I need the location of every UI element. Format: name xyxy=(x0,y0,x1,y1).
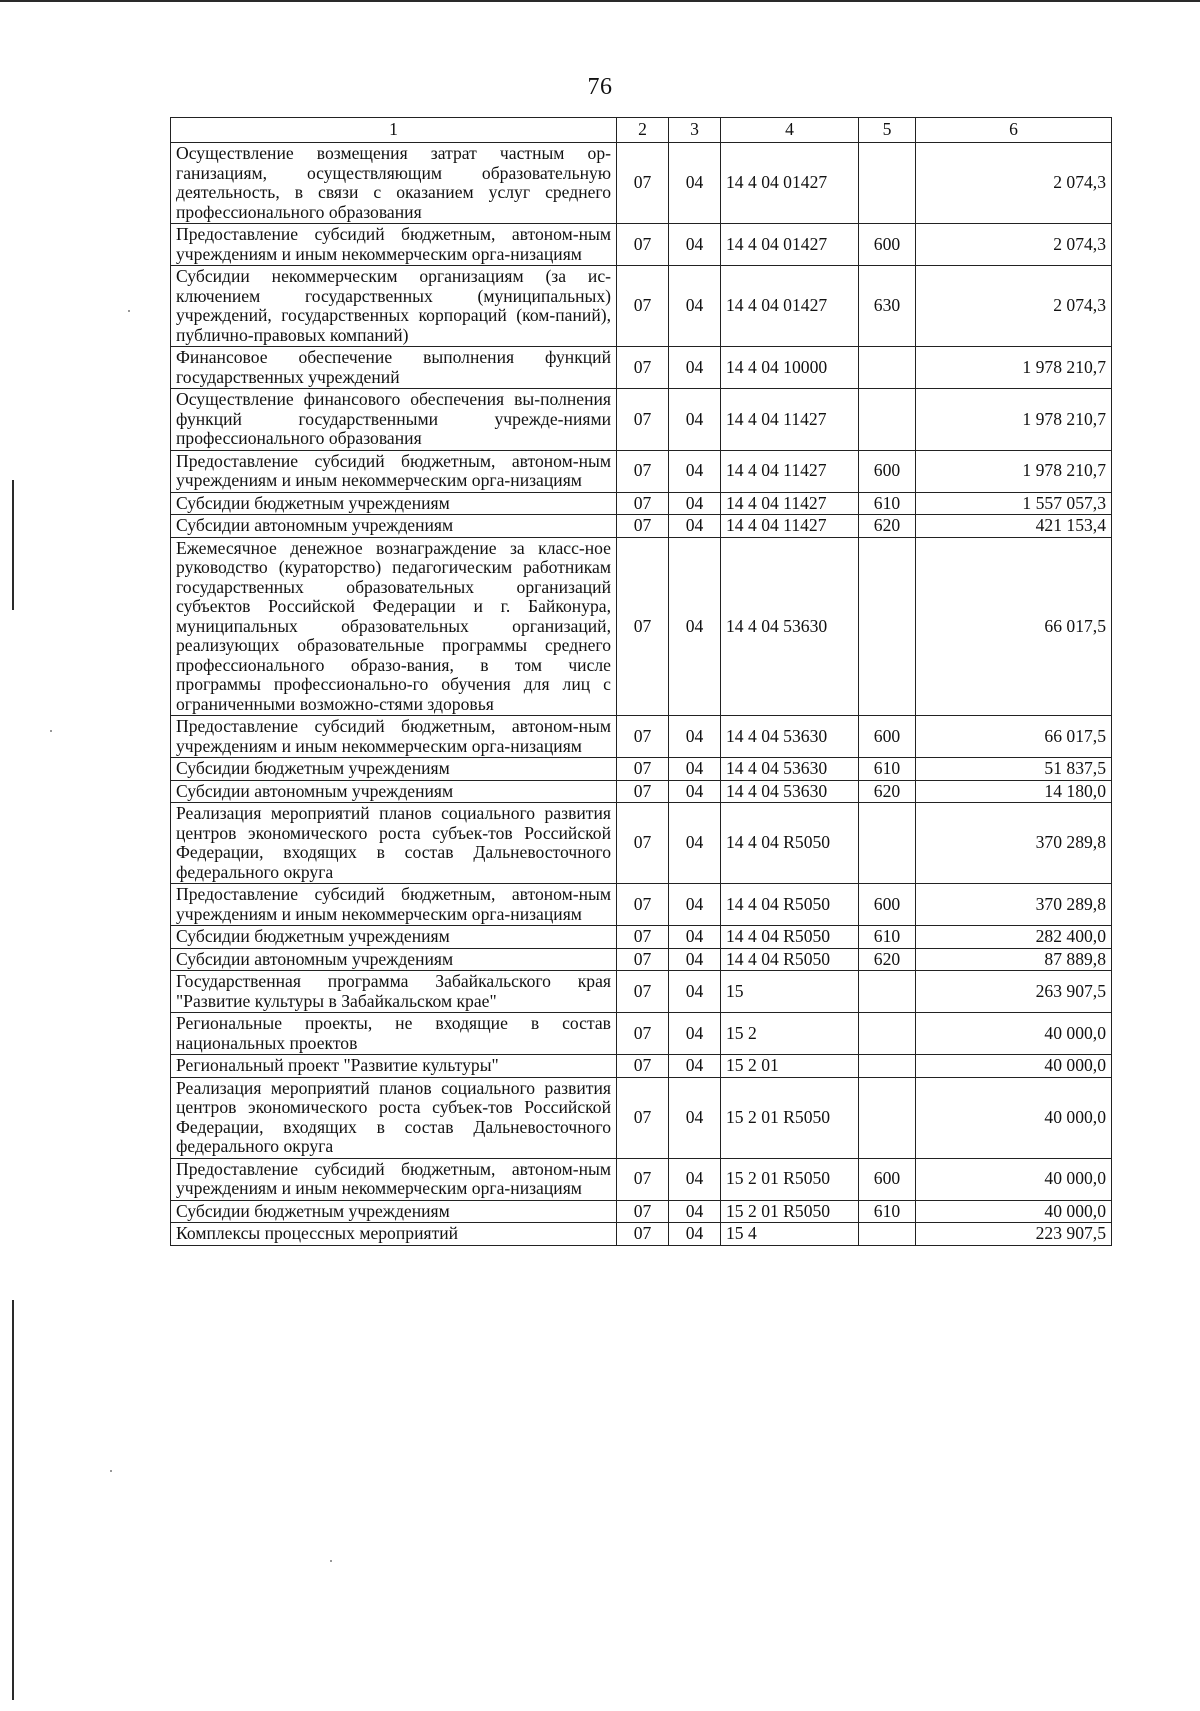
row-name-cell: Субсидии бюджетным учреждениям xyxy=(171,926,617,949)
row-amount-cell: 40 000,0 xyxy=(916,1013,1112,1055)
row-name-cell: Финансовое обеспечение выполнения функций государственных учреждений xyxy=(171,347,617,389)
row-section-cell: 07 xyxy=(617,224,669,266)
row-section-cell: 07 xyxy=(617,1223,669,1246)
scan-left-edge-mark xyxy=(12,480,14,610)
row-target-item-cell: 14 4 04 53630 xyxy=(721,780,859,803)
row-subsection-cell: 04 xyxy=(669,803,721,884)
row-subsection-cell: 04 xyxy=(669,971,721,1013)
row-target-item-cell: 15 xyxy=(721,971,859,1013)
row-section-cell: 07 xyxy=(617,1158,669,1200)
row-subsection-cell: 04 xyxy=(669,492,721,515)
row-expense-type-cell xyxy=(859,803,916,884)
header-cell-subsection: 3 xyxy=(669,118,721,143)
row-name-cell: Осуществление возмещения затрат частным ор-ганизациям, осуществляющим образовательную деятельность, в связи с оказанием услуг среднего профессионального образования xyxy=(171,143,617,224)
row-expense-type-cell: 620 xyxy=(859,780,916,803)
row-subsection-cell: 04 xyxy=(669,1077,721,1158)
row-expense-type-cell xyxy=(859,143,916,224)
row-section-cell: 07 xyxy=(617,266,669,347)
row-amount-cell: 1 557 057,3 xyxy=(916,492,1112,515)
row-name-cell: Субсидии автономным учреждениям xyxy=(171,515,617,538)
row-amount-cell: 370 289,8 xyxy=(916,803,1112,884)
row-name-cell: Реализация мероприятий планов социального развития центров экономического роста субъек-тов Российской Федерации, входящих в состав Дальневосточного федерального округа xyxy=(171,803,617,884)
row-amount-cell: 282 400,0 xyxy=(916,926,1112,949)
row-expense-type-cell xyxy=(859,1077,916,1158)
row-name-cell: Субсидии бюджетным учреждениям xyxy=(171,1200,617,1223)
row-section-cell: 07 xyxy=(617,143,669,224)
row-expense-type-cell xyxy=(859,971,916,1013)
row-expense-type-cell: 620 xyxy=(859,515,916,538)
row-amount-cell: 223 907,5 xyxy=(916,1223,1112,1246)
row-expense-type-cell xyxy=(859,1055,916,1078)
header-cell-section: 2 xyxy=(617,118,669,143)
row-amount-cell: 263 907,5 xyxy=(916,971,1112,1013)
table-row xyxy=(171,1200,1112,1223)
row-section-cell: 07 xyxy=(617,492,669,515)
table-row xyxy=(171,971,1112,1013)
row-subsection-cell: 04 xyxy=(669,758,721,781)
row-section-cell: 07 xyxy=(617,537,669,716)
row-name-cell: Субсидии бюджетным учреждениям xyxy=(171,492,617,515)
table-row xyxy=(171,803,1112,884)
table-row xyxy=(171,1013,1112,1055)
table-row xyxy=(171,926,1112,949)
row-subsection-cell: 04 xyxy=(669,143,721,224)
row-amount-cell: 1 978 210,7 xyxy=(916,347,1112,389)
table-row xyxy=(171,389,1112,451)
table-row xyxy=(171,884,1112,926)
row-name-cell: Региональные проекты, не входящие в состав национальных проектов xyxy=(171,1013,617,1055)
scan-speck xyxy=(330,1560,332,1562)
table-row xyxy=(171,224,1112,266)
row-name-cell: Государственная программа Забайкальского края "Развитие культуры в Забайкальском крае" xyxy=(171,971,617,1013)
row-name-cell: Предоставление субсидий бюджетным, автоном-ным учреждениям и иным некоммерческим орга-низациям xyxy=(171,450,617,492)
row-name-cell: Предоставление субсидий бюджетным, автоном-ным учреждениям и иным некоммерческим орга-низациям xyxy=(171,224,617,266)
row-target-item-cell: 14 4 04 53630 xyxy=(721,537,859,716)
table-body xyxy=(171,143,1112,1246)
row-amount-cell: 2 074,3 xyxy=(916,143,1112,224)
row-name-cell: Осуществление финансового обеспечения вы-полнения функций государственными учрежде-ниями профессионального образования xyxy=(171,389,617,451)
row-amount-cell: 40 000,0 xyxy=(916,1077,1112,1158)
row-target-item-cell: 14 4 04 R5050 xyxy=(721,926,859,949)
row-target-item-cell: 14 4 04 R5050 xyxy=(721,948,859,971)
row-subsection-cell: 04 xyxy=(669,224,721,266)
table-row xyxy=(171,1158,1112,1200)
row-section-cell: 07 xyxy=(617,1077,669,1158)
row-section-cell: 07 xyxy=(617,389,669,451)
row-target-item-cell: 14 4 04 11427 xyxy=(721,492,859,515)
row-section-cell: 07 xyxy=(617,803,669,884)
row-name-cell: Предоставление субсидий бюджетным, автоном-ным учреждениям и иным некоммерческим орга-низациям xyxy=(171,716,617,758)
row-amount-cell: 40 000,0 xyxy=(916,1158,1112,1200)
row-section-cell: 07 xyxy=(617,347,669,389)
row-target-item-cell: 14 4 04 01427 xyxy=(721,143,859,224)
row-subsection-cell: 04 xyxy=(669,1158,721,1200)
row-subsection-cell: 04 xyxy=(669,389,721,451)
row-amount-cell: 87 889,8 xyxy=(916,948,1112,971)
row-target-item-cell: 15 2 01 R5050 xyxy=(721,1200,859,1223)
scan-speck xyxy=(50,730,52,732)
row-expense-type-cell: 630 xyxy=(859,266,916,347)
table-row xyxy=(171,450,1112,492)
header-cell-target-item: 4 xyxy=(721,118,859,143)
row-name-cell: Реализация мероприятий планов социального развития центров экономического роста субъек-тов Российской Федерации, входящих в состав Дальневосточного федерального округа xyxy=(171,1077,617,1158)
row-expense-type-cell xyxy=(859,1223,916,1246)
row-amount-cell: 51 837,5 xyxy=(916,758,1112,781)
table-row xyxy=(171,537,1112,716)
row-section-cell: 07 xyxy=(617,948,669,971)
row-name-cell: Субсидии бюджетным учреждениям xyxy=(171,758,617,781)
row-amount-cell: 66 017,5 xyxy=(916,716,1112,758)
row-name-cell: Комплексы процессных мероприятий xyxy=(171,1223,617,1246)
table-row xyxy=(171,716,1112,758)
row-subsection-cell: 04 xyxy=(669,1055,721,1078)
row-subsection-cell: 04 xyxy=(669,1013,721,1055)
row-target-item-cell: 15 2 01 xyxy=(721,1055,859,1078)
row-name-cell: Предоставление субсидий бюджетным, автоном-ным учреждениям и иным некоммерческим орга-низациям xyxy=(171,1158,617,1200)
table-row xyxy=(171,515,1112,538)
row-target-item-cell: 14 4 04 01427 xyxy=(721,266,859,347)
row-name-cell: Региональный проект "Развитие культуры" xyxy=(171,1055,617,1078)
row-expense-type-cell xyxy=(859,347,916,389)
row-expense-type-cell xyxy=(859,1013,916,1055)
row-subsection-cell: 04 xyxy=(669,716,721,758)
row-target-item-cell: 14 4 04 R5050 xyxy=(721,803,859,884)
table-row xyxy=(171,1223,1112,1246)
row-subsection-cell: 04 xyxy=(669,266,721,347)
row-expense-type-cell: 600 xyxy=(859,1158,916,1200)
table-row xyxy=(171,143,1112,224)
row-expense-type-cell xyxy=(859,537,916,716)
header-cell-name: 1 xyxy=(171,118,617,143)
row-subsection-cell: 04 xyxy=(669,450,721,492)
row-subsection-cell: 04 xyxy=(669,537,721,716)
row-subsection-cell: 04 xyxy=(669,1223,721,1246)
row-subsection-cell: 04 xyxy=(669,780,721,803)
row-name-cell: Субсидии автономным учреждениям xyxy=(171,780,617,803)
row-subsection-cell: 04 xyxy=(669,515,721,538)
row-amount-cell: 2 074,3 xyxy=(916,224,1112,266)
row-name-cell: Ежемесячное денежное вознаграждение за класс-ное руководство (кураторство) педагогическим работникам государственных образовательных организаций субъектов Российской Федерации и г. Байконура, муниципальных образовательных организаций, реализующих образовательные программы среднего профессионального образо-вания, в том числе программы профессионально-го обучения для лиц с ограниченными возможно-стями здоровья xyxy=(171,537,617,716)
row-subsection-cell: 04 xyxy=(669,884,721,926)
row-section-cell: 07 xyxy=(617,1055,669,1078)
budget-table xyxy=(170,117,1112,1246)
row-amount-cell: 14 180,0 xyxy=(916,780,1112,803)
row-section-cell: 07 xyxy=(617,971,669,1013)
header-row xyxy=(171,118,1112,143)
row-section-cell: 07 xyxy=(617,450,669,492)
row-section-cell: 07 xyxy=(617,1200,669,1223)
row-expense-type-cell: 610 xyxy=(859,758,916,781)
row-section-cell: 07 xyxy=(617,884,669,926)
row-target-item-cell: 14 4 04 01427 xyxy=(721,224,859,266)
scan-top-edge-line xyxy=(0,0,1200,2)
row-expense-type-cell: 600 xyxy=(859,450,916,492)
row-expense-type-cell: 610 xyxy=(859,492,916,515)
row-amount-cell: 2 074,3 xyxy=(916,266,1112,347)
row-amount-cell: 370 289,8 xyxy=(916,884,1112,926)
row-expense-type-cell xyxy=(859,389,916,451)
row-target-item-cell: 14 4 04 53630 xyxy=(721,716,859,758)
row-expense-type-cell: 610 xyxy=(859,1200,916,1223)
row-target-item-cell: 14 4 04 R5050 xyxy=(721,884,859,926)
header-cell-amount: 6 xyxy=(916,118,1112,143)
scan-speck xyxy=(128,310,130,312)
row-expense-type-cell: 610 xyxy=(859,926,916,949)
row-subsection-cell: 04 xyxy=(669,1200,721,1223)
row-subsection-cell: 04 xyxy=(669,347,721,389)
row-expense-type-cell: 600 xyxy=(859,716,916,758)
row-target-item-cell: 14 4 04 11427 xyxy=(721,389,859,451)
row-expense-type-cell: 600 xyxy=(859,884,916,926)
row-section-cell: 07 xyxy=(617,758,669,781)
row-target-item-cell: 14 4 04 11427 xyxy=(721,515,859,538)
scan-left-edge-mark xyxy=(12,1300,14,1700)
table-row xyxy=(171,347,1112,389)
row-amount-cell: 40 000,0 xyxy=(916,1200,1112,1223)
row-section-cell: 07 xyxy=(617,1013,669,1055)
row-amount-cell: 66 017,5 xyxy=(916,537,1112,716)
row-expense-type-cell: 620 xyxy=(859,948,916,971)
row-section-cell: 07 xyxy=(617,515,669,538)
row-expense-type-cell: 600 xyxy=(859,224,916,266)
table-row xyxy=(171,758,1112,781)
row-amount-cell: 1 978 210,7 xyxy=(916,389,1112,451)
row-name-cell: Субсидии некоммерческим организациям (за ис-ключением государственных (муниципальных) учреждений, государственных корпораций (ком-паний), публично-правовых компаний) xyxy=(171,266,617,347)
table-row xyxy=(171,948,1112,971)
table-row xyxy=(171,1055,1112,1078)
row-target-item-cell: 14 4 04 53630 xyxy=(721,758,859,781)
row-name-cell: Субсидии автономным учреждениям xyxy=(171,948,617,971)
table-row xyxy=(171,492,1112,515)
row-target-item-cell: 15 2 01 R5050 xyxy=(721,1077,859,1158)
row-target-item-cell: 15 2 01 R5050 xyxy=(721,1158,859,1200)
row-amount-cell: 1 978 210,7 xyxy=(916,450,1112,492)
row-subsection-cell: 04 xyxy=(669,926,721,949)
row-subsection-cell: 04 xyxy=(669,948,721,971)
header-cell-expense-type: 5 xyxy=(859,118,916,143)
row-target-item-cell: 15 4 xyxy=(721,1223,859,1246)
table-row xyxy=(171,266,1112,347)
row-target-item-cell: 14 4 04 11427 xyxy=(721,450,859,492)
row-section-cell: 07 xyxy=(617,926,669,949)
row-target-item-cell: 14 4 04 10000 xyxy=(721,347,859,389)
scan-speck xyxy=(110,1470,112,1472)
row-name-cell: Предоставление субсидий бюджетным, автоном-ным учреждениям и иным некоммерческим орга-низациям xyxy=(171,884,617,926)
page-number: 76 xyxy=(587,74,613,100)
row-amount-cell: 421 153,4 xyxy=(916,515,1112,538)
row-target-item-cell: 15 2 xyxy=(721,1013,859,1055)
table-row xyxy=(171,1077,1112,1158)
table-row xyxy=(171,780,1112,803)
row-section-cell: 07 xyxy=(617,780,669,803)
row-section-cell: 07 xyxy=(617,716,669,758)
row-amount-cell: 40 000,0 xyxy=(916,1055,1112,1078)
